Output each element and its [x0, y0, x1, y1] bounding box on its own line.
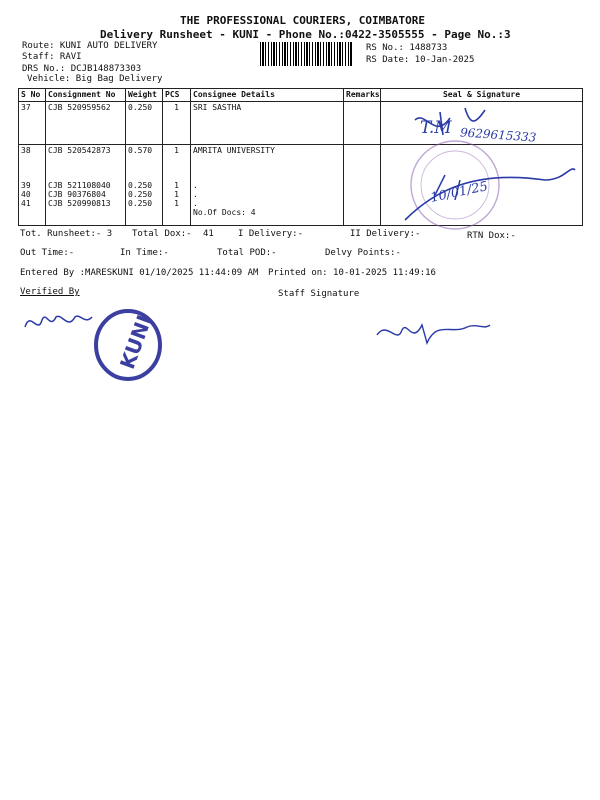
header-pcs: PCS: [163, 89, 191, 102]
total-runsheet: Tot. Runsheet:- 3: [20, 229, 113, 239]
handwritten-date: 10/01/25: [429, 179, 490, 206]
group-cons-1: CJB 521108040: [48, 181, 111, 190]
row-pcs: 1: [174, 146, 179, 155]
in-time: In Time:-: [120, 248, 169, 258]
group-sno-2: 40: [21, 190, 31, 199]
group-pcs-2: 1: [174, 190, 179, 199]
drs-no: DRS No.: DCJB148873303: [22, 64, 142, 74]
row-weight-cell: [126, 145, 163, 226]
group-consignee-2: .: [193, 190, 198, 199]
group-weight-2: 0.250: [128, 190, 153, 199]
row-weight: 0.250: [126, 102, 163, 145]
rs-date: RS Date: 10-Jan-2025: [366, 55, 475, 65]
group-pcs-3: 1: [174, 199, 179, 208]
out-time: Out Time:-: [20, 248, 75, 258]
row-remarks: [344, 145, 381, 226]
group-consignee-1: .: [193, 181, 198, 190]
row-pcs: 1: [163, 102, 191, 145]
row-consignee: SRI SASTHA: [191, 102, 344, 145]
staff-signature: [372, 315, 492, 350]
row-sno: 38: [21, 146, 31, 155]
company-title: THE PROFESSIONAL COURIERS, COIMBATORE: [180, 14, 426, 27]
verified-signature: [20, 305, 100, 340]
header-seal: Seal & Signature: [381, 89, 583, 102]
group-sno-3: 41: [21, 199, 31, 208]
group-weight-1: 0.250: [128, 181, 153, 190]
i-delivery: I Delivery:-: [238, 229, 304, 239]
row-weight: 0.570: [128, 146, 153, 155]
row-remarks: [344, 102, 381, 145]
group-consignee-3: .: [193, 199, 198, 208]
header-sno: S No: [19, 89, 46, 102]
staff-signature-label: Staff Signature: [278, 289, 360, 299]
row-sno: 37: [19, 102, 46, 145]
handwritten-initials: T.M: [420, 118, 452, 138]
verified-by: Verified By: [20, 287, 80, 297]
delvy-points: Delvy Points:-: [325, 248, 401, 258]
printed-on: Printed on: 10-01-2025 11:49:16: [268, 268, 436, 278]
total-pod: Total POD:-: [217, 248, 277, 258]
group-weight-3: 0.250: [128, 199, 153, 208]
group-cons-2: CJB 90376804: [48, 190, 106, 199]
group-sno-1: 39: [21, 181, 31, 190]
row-pcs-cell: [163, 145, 191, 226]
row-sno-cell: [19, 145, 46, 226]
header-consignment: Consignment No: [46, 89, 126, 102]
entered-by: Entered By :MARESKUNI 01/10/2025 11:44:09 AM: [20, 268, 259, 278]
docs-count: No.Of Docs: 4: [193, 208, 256, 217]
handwritten-phone: 9629615333: [459, 125, 537, 145]
row-consignment: CJB 520959562: [46, 102, 126, 145]
ii-delivery: II Delivery:-: [350, 229, 421, 239]
header-consignee: Consignee Details: [191, 89, 344, 102]
stamp-text: KUNI: [115, 311, 157, 373]
header-remarks: Remarks: [344, 89, 381, 102]
row-consignment: CJB 520542873: [48, 146, 111, 155]
total-dox-label: Total Dox:-: [132, 229, 192, 239]
row-consignee-cell: [191, 145, 344, 226]
staff: Staff: RAVI: [22, 52, 82, 62]
barcode: [260, 42, 352, 66]
rs-no: RS No.: 1488733: [366, 43, 448, 53]
group-pcs-1: 1: [174, 181, 179, 190]
header-weight: Weight: [126, 89, 163, 102]
rtn-dox: RTN Dox:-: [467, 231, 516, 241]
row-consignment-cell: [46, 145, 126, 226]
row-consignee: AMRITA UNIVERSITY: [193, 146, 275, 155]
total-dox-value: 41: [203, 229, 214, 239]
route: Route: KUNI AUTO DELIVERY: [22, 41, 158, 51]
group-cons-3: CJB 520990813: [48, 199, 111, 208]
runsheet-subtitle: Delivery Runsheet - KUNI - Phone No.:0422-3505555 - Page No.:3: [100, 28, 511, 41]
vehicle: Vehicle: Big Bag Delivery: [27, 74, 163, 84]
